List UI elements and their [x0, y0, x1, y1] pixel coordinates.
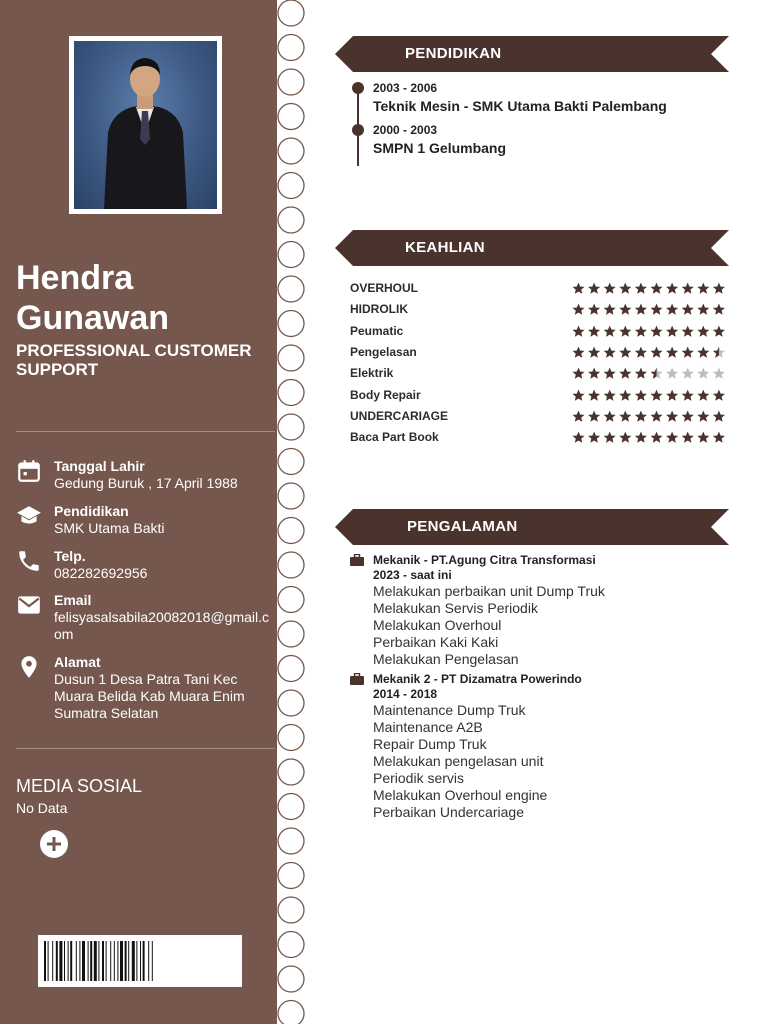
- skill-row: [350, 409, 730, 423]
- skills-title: KEAHLIAN: [405, 239, 485, 256]
- star-filled: [666, 389, 678, 400]
- skill-name: Elektrik: [350, 366, 394, 381]
- skill-rating: [572, 409, 728, 423]
- star-filled: [604, 410, 616, 421]
- barcode-bar: [148, 941, 149, 981]
- experience-task: Melakukan Overhoul: [373, 617, 502, 633]
- barcode-bar: [76, 941, 77, 981]
- skill-name: UNDERCARIAGE: [350, 408, 449, 423]
- ribbon-shape: [335, 36, 729, 72]
- star-filled: [666, 304, 678, 315]
- skill-name: HIDROLIK: [350, 302, 408, 317]
- skills-header: [335, 230, 729, 266]
- barcode-bar: [143, 941, 145, 981]
- last-name: Gunawan: [16, 299, 170, 337]
- barcode-bar: [59, 941, 62, 981]
- star-filled: [697, 389, 709, 400]
- star-filled: [651, 283, 663, 294]
- star-filled: [573, 410, 585, 421]
- skill-rating: [572, 345, 728, 359]
- star-filled: [573, 346, 585, 357]
- star-filled: [651, 410, 663, 421]
- star-filled: [697, 432, 709, 443]
- barcode-bar: [82, 941, 85, 981]
- star-filled: [713, 432, 725, 443]
- ring: [278, 759, 304, 785]
- star-filled: [588, 368, 600, 379]
- phone-icon: [16, 548, 42, 574]
- timeline-dot: [352, 124, 364, 136]
- star-filled: [713, 283, 725, 294]
- barcode-bar: [110, 941, 111, 981]
- star-filled: [604, 368, 616, 379]
- star-filled: [635, 325, 647, 336]
- star-filled: [588, 389, 600, 400]
- experience-task: Melakukan Overhoul engine: [373, 787, 548, 803]
- star-filled: [604, 304, 616, 315]
- experience-task: Melakukan pengelasan unit: [373, 753, 544, 769]
- first-name: Hendra: [16, 259, 134, 297]
- star-filled: [588, 410, 600, 421]
- ring: [278, 207, 304, 233]
- ribbon-shape: [335, 230, 729, 266]
- barcode-bar: [102, 941, 104, 981]
- star-filled: [697, 346, 709, 357]
- star-filled: [588, 325, 600, 336]
- barcode-bar: [88, 941, 89, 981]
- star-filled: [588, 432, 600, 443]
- contact-value: Gedung Buruk , 17 April 1988: [54, 475, 238, 491]
- experience-task: Melakukan Servis Periodik: [373, 600, 538, 616]
- calendar-icon: [16, 458, 42, 484]
- experience-title: PENGALAMAN: [407, 518, 518, 535]
- skill-rating: [572, 281, 728, 295]
- job-title: PROFESSIONAL CUSTOMER SUPPORT: [16, 341, 252, 379]
- barcode-bar: [117, 941, 118, 981]
- star-filled: [697, 283, 709, 294]
- star-filled: [604, 389, 616, 400]
- ring: [278, 311, 304, 337]
- star-filled: [619, 410, 631, 421]
- education-title: PENDIDIKAN: [405, 45, 502, 62]
- experience-title-text: Mekanik 2 - PT Dizamatra Powerindo: [373, 672, 582, 686]
- star-empty: [666, 368, 678, 379]
- ring: [278, 483, 304, 509]
- ring: [278, 897, 304, 923]
- experience-header: [335, 509, 729, 545]
- star-filled: [573, 389, 585, 400]
- ring: [278, 345, 304, 371]
- skill-name: Pengelasan: [350, 344, 417, 359]
- location-pin-icon: [16, 654, 42, 680]
- star-empty: [713, 368, 725, 379]
- star-filled: [682, 410, 694, 421]
- star-filled: [604, 325, 616, 336]
- contact-value[interactable]: 082282692956: [54, 565, 148, 581]
- barcode-bar: [136, 941, 137, 981]
- barcode-bar: [44, 941, 46, 981]
- skill-row: [350, 345, 730, 359]
- ring: [278, 863, 304, 889]
- star-filled: [682, 325, 694, 336]
- skill-rating: [572, 366, 728, 380]
- star-filled: [635, 304, 647, 315]
- barcode-bar: [106, 941, 107, 981]
- star-filled: [666, 325, 678, 336]
- sidebar-divider-top: [16, 431, 275, 432]
- ring: [278, 276, 304, 302]
- ring: [278, 621, 304, 647]
- experience-title-text: Mekanik - PT.Agung Citra Transformasi: [373, 553, 596, 567]
- star-filled: [666, 410, 678, 421]
- barcode-bar: [68, 941, 69, 981]
- star-filled: [666, 283, 678, 294]
- ring: [278, 0, 304, 26]
- star-empty: [682, 368, 694, 379]
- star-filled: [635, 283, 647, 294]
- ring: [278, 828, 304, 854]
- barcode-bar: [56, 941, 58, 981]
- skill-row: [350, 324, 730, 338]
- star-filled: [682, 389, 694, 400]
- education-item: [373, 81, 733, 115]
- experience-period: 2023 - saat ini: [373, 568, 452, 582]
- notebook-rings: [275, 0, 311, 1024]
- barcode-bar: [48, 941, 49, 981]
- contact-value[interactable]: felisyasalsabila20082018@gmail.com: [54, 609, 270, 642]
- ring: [278, 518, 304, 544]
- star-filled: [619, 304, 631, 315]
- barcode: [38, 935, 242, 987]
- skill-name: Body Repair: [350, 387, 421, 402]
- star-filled: [588, 283, 600, 294]
- star-filled: [604, 432, 616, 443]
- contact-label: Alamat: [54, 654, 101, 670]
- ring: [278, 794, 304, 820]
- ring: [278, 138, 304, 164]
- star-filled: [619, 325, 631, 336]
- star-filled: [682, 346, 694, 357]
- star-filled: [713, 389, 725, 400]
- barcode-bar: [120, 941, 123, 981]
- ring: [278, 966, 304, 992]
- star-filled: [651, 389, 663, 400]
- star-filled: [666, 432, 678, 443]
- barcode-bar: [140, 941, 141, 981]
- experience-task: Melakukan Pengelasan: [373, 651, 519, 667]
- skill-row: [350, 302, 730, 316]
- star-filled: [573, 304, 585, 315]
- ring: [278, 552, 304, 578]
- education-years: 2003 - 2006: [373, 81, 438, 95]
- barcode-bar: [114, 941, 115, 981]
- contact-label: Telp.: [54, 548, 86, 564]
- star-filled: [682, 432, 694, 443]
- star-filled: [604, 283, 616, 294]
- experience-task: Perbaikan Kaki Kaki: [373, 634, 499, 650]
- skill-rating: [572, 324, 728, 338]
- star-filled: [619, 368, 631, 379]
- barcode-bar: [52, 941, 53, 981]
- education-school: Teknik Mesin - SMK Utama Bakti Palembang: [373, 98, 667, 114]
- star-filled: [619, 389, 631, 400]
- experience-period: 2014 - 2018: [373, 687, 438, 701]
- barcode-bar: [125, 941, 127, 981]
- ring: [278, 1001, 304, 1024]
- ring: [278, 380, 304, 406]
- experience-task: Maintenance Dump Truk: [373, 702, 526, 718]
- barcode-bar: [90, 941, 92, 981]
- star-filled: [697, 410, 709, 421]
- graduation-cap-icon: [16, 503, 42, 529]
- skill-row: [350, 281, 730, 295]
- ring: [278, 932, 304, 958]
- ring: [278, 414, 304, 440]
- skill-rating: [572, 430, 728, 444]
- experience-task: Perbaikan Undercariage: [373, 804, 524, 820]
- star-filled: [588, 346, 600, 357]
- profile-photo: [69, 36, 222, 214]
- star-filled: [651, 325, 663, 336]
- social-media-empty: No Data: [16, 800, 68, 816]
- experience-task: Periodik servis: [373, 770, 465, 786]
- add-social-button[interactable]: [40, 830, 68, 858]
- star-filled: [619, 283, 631, 294]
- ring: [278, 69, 304, 95]
- barcode-bar: [94, 941, 97, 981]
- plus-circle-icon: [40, 830, 68, 858]
- star-filled: [635, 389, 647, 400]
- experience-task: Maintenance A2B: [373, 719, 483, 735]
- star-filled: [651, 346, 663, 357]
- sidebar-divider-bottom: [16, 748, 275, 749]
- skill-name: Baca Part Book: [350, 430, 439, 445]
- star-filled: [573, 368, 585, 379]
- star-filled: [573, 283, 585, 294]
- education-header: [335, 36, 729, 72]
- education-school: SMPN 1 Gelumbang: [373, 140, 507, 156]
- star-filled: [682, 304, 694, 315]
- star-filled: [635, 432, 647, 443]
- briefcase-icon: [350, 673, 364, 685]
- star-filled: [713, 325, 725, 336]
- star-filled: [619, 346, 631, 357]
- ring: [278, 725, 304, 751]
- ring: [278, 587, 304, 613]
- timeline-dot: [352, 82, 364, 94]
- social-media-title: MEDIA SOSIAL: [16, 776, 143, 796]
- ring: [278, 173, 304, 199]
- ring: [278, 449, 304, 475]
- sidebar: [0, 0, 277, 1024]
- star-filled: [682, 283, 694, 294]
- barcode-bar: [132, 941, 135, 981]
- ribbon-shape: [335, 509, 729, 545]
- barcode-bar: [98, 941, 99, 981]
- experience-task: Repair Dump Truk: [373, 736, 487, 752]
- star-filled: [573, 432, 585, 443]
- star-filled: [604, 346, 616, 357]
- star-filled: [635, 346, 647, 357]
- skill-row: [350, 388, 730, 402]
- profile-photo-image: [74, 41, 217, 209]
- barcode-graphic: [38, 935, 242, 987]
- star-filled: [635, 368, 647, 379]
- ring: [278, 104, 304, 130]
- barcode-bar: [64, 941, 65, 981]
- star-filled: [619, 432, 631, 443]
- ring: [278, 690, 304, 716]
- star-filled: [713, 410, 725, 421]
- star-filled: [697, 325, 709, 336]
- star-filled: [666, 346, 678, 357]
- star-filled: [651, 432, 663, 443]
- contact-label: Tanggal Lahir: [54, 458, 145, 474]
- ring: [278, 656, 304, 682]
- star-filled: [635, 410, 647, 421]
- barcode-bar: [79, 941, 80, 981]
- star-filled: [697, 304, 709, 315]
- full-name: [16, 258, 271, 338]
- education-years: 2000 - 2003: [373, 123, 438, 137]
- contact-label: Pendidikan: [54, 503, 129, 519]
- email-icon: [16, 592, 42, 618]
- star-filled: [573, 325, 585, 336]
- barcode-bar: [128, 941, 129, 981]
- education-item: [373, 123, 733, 157]
- experience-task: Melakukan perbaikan unit Dump Truk: [373, 583, 605, 599]
- contact-label: Email: [54, 592, 92, 608]
- skill-name: OVERHOUL: [350, 281, 419, 295]
- skill-row: [350, 430, 730, 444]
- star-empty: [697, 368, 709, 379]
- barcode-bar: [70, 941, 72, 981]
- barcode-bar: [152, 941, 153, 981]
- skill-name: Peumatic: [350, 323, 404, 338]
- ring: [278, 35, 304, 61]
- skill-rating: [572, 302, 728, 316]
- star-filled: [588, 304, 600, 315]
- contact-value: Dusun 1 Desa Patra Tani Kec Muara Belida Kab Muara Enim Sumatra Selatan: [54, 671, 245, 721]
- contact-value: SMK Utama Bakti: [54, 520, 165, 536]
- star-filled: [713, 304, 725, 315]
- ring: [278, 242, 304, 268]
- briefcase-icon: [350, 554, 364, 566]
- skill-row: [350, 366, 730, 380]
- skill-rating: [572, 388, 728, 402]
- star-filled: [651, 304, 663, 315]
